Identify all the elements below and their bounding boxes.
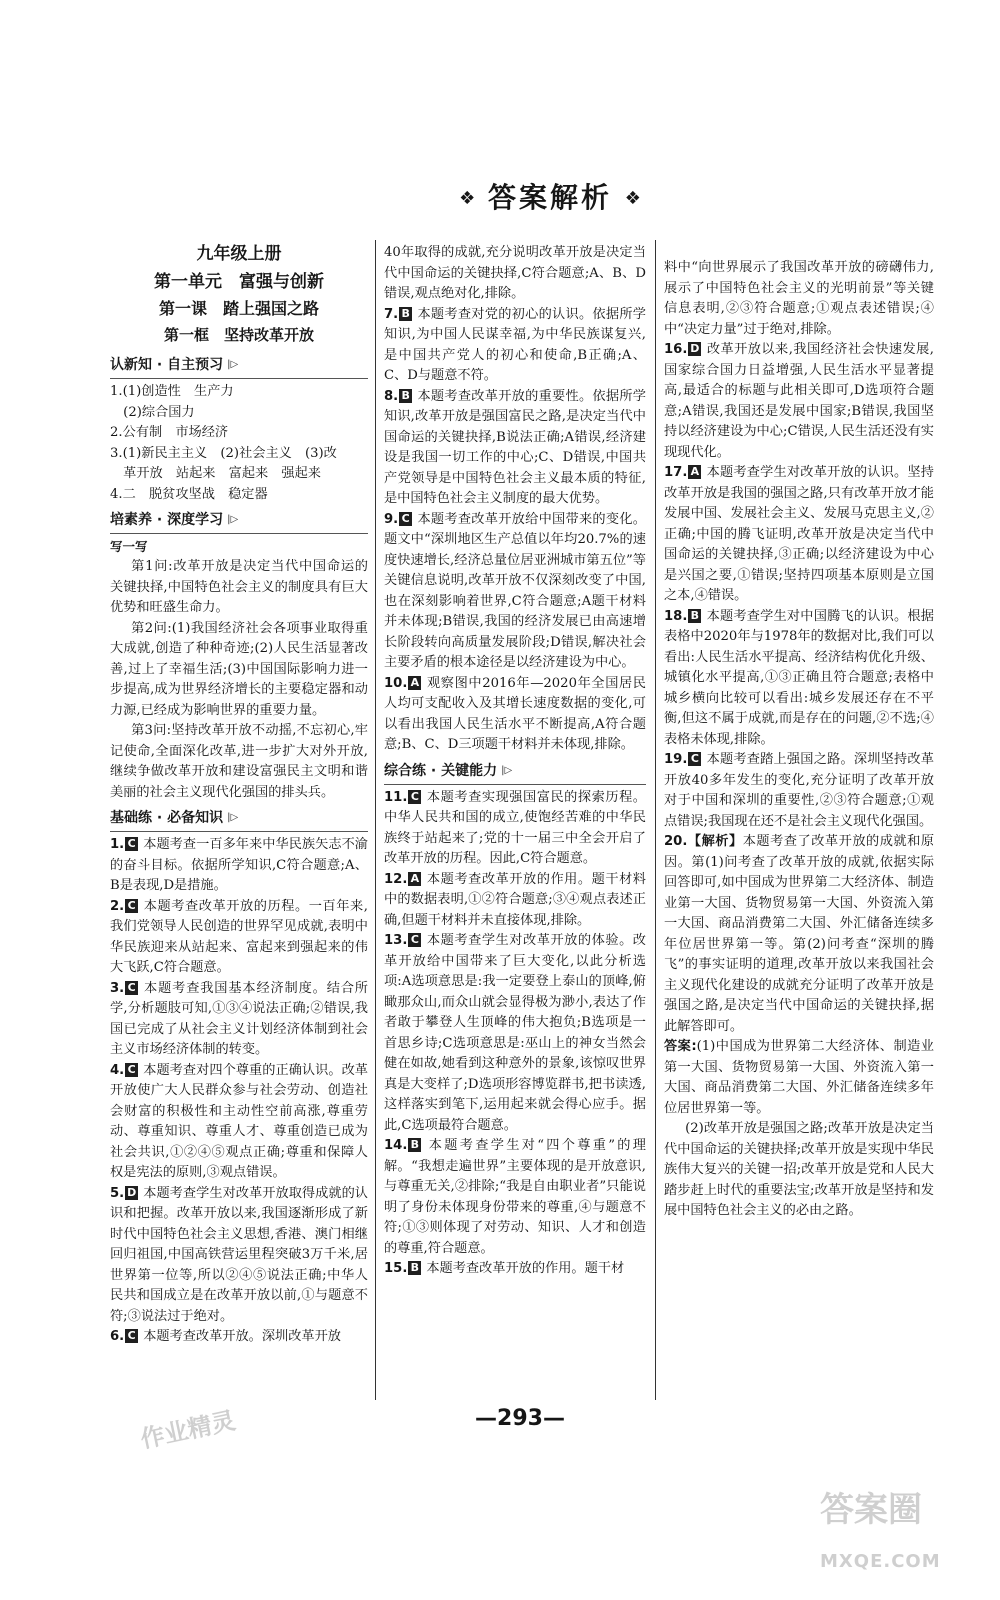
paragraph: 第2问:(1)我国经济社会各项事业取得重大成就,创造了种种奇迹;(2)人民生活显著改善,过上了幸福生活;(3)中国国际影响力进一步提高,成为世界经济增长的主要稳定器和动力源,已经成为影响世界的重要力量。 <box>110 620 368 718</box>
section-title: 认新知 · 自主预习 <box>110 357 224 373</box>
paragraph: 第1问:改革开放是决定当代中国命运的关键抉择,中国特色社会主义的制度具有巨大优势和旺盛生命力。 <box>110 559 368 615</box>
triangle-icon: |▷ <box>227 359 239 370</box>
answer-item: 19. C 本题考查踏上强国之路。深圳坚持改革开放40多年发生的变化,充分证明了改革开放对于中国和深圳的重要性,②③符合题意;①观点错误;我国现在还不是社会主义现代化强国。 <box>664 752 934 829</box>
page-number: —293— <box>475 1406 565 1431</box>
analysis-tag: 【解析】 <box>687 834 743 849</box>
answer-badge: C <box>125 981 138 995</box>
ornament-right-icon: ❖ <box>624 188 641 209</box>
answer-badge: B <box>399 389 412 403</box>
answer-item: 7. B 本题考查对党的初心的认识。依据所学知识,为中国人民谋幸福,为中华民族谋复兴,是中国共产党人的初心和使命,B正确;A、C、D与题意不符。 <box>384 306 646 383</box>
column-left <box>110 240 368 1348</box>
section-title: 基础练 · 必备知识 <box>110 810 224 826</box>
continued-text: 40年取得的成就,充分说明改革开放是决定当代中国命运的关键抉择,C符合题意;A、B、D错误,观点绝对化,排除。 <box>384 245 646 301</box>
answer-item: 16. D 改革开放以来,我国经济社会快速发展,国家综合国力日益增强,人民生活水平显著提高,最适合的标题与此相关即可,D选项符合题意;A错误,我国还是发展中国家;B错误,我国坚持以经济建设为中心;C错误,人民生活还没有实现现代化。 <box>664 342 934 460</box>
preview-line: 革开放 站起来 富起来 强起来 <box>110 466 321 481</box>
watermark-url: MXQE.COM <box>820 1551 941 1572</box>
page-title <box>440 178 660 218</box>
column-right <box>664 258 934 1222</box>
triangle-icon: |▷ <box>227 812 239 823</box>
section-header-comprehensive <box>384 760 646 785</box>
answer-badge: A <box>408 676 421 690</box>
section-title: 综合练 · 关键能力 <box>384 762 498 779</box>
answer-badge: D <box>690 342 700 355</box>
answer-badge: B <box>399 307 412 321</box>
answer-item: 13. C 本题考查学生对改革开放的体验。改革开放给中国带来了巨大变化,以此分析选项:A选项意思是:我一定要登上泰山的顶峰,俯瞰那众山,而众山就会显得极为渺小,表达了作者敢于攀登人生顶峰的伟大抱负;B选项是一首思乡诗;C选项意思是:巫山上的神女当然会健在如故,她看到这种意外的景象,该惊叹世界真是大变样了;D选项形容博览群书,把书读透,这样落实到笔下,运用起来就会得心应手。据此,C选项最符合题意。 <box>384 933 646 1133</box>
answer-item: 2. C 本题考查改革开放的历程。一百年来,我们党领导人民创造的世界罕见成就,表明中华民族迎来从站起来、富起来到强起来的伟大飞跃,C符合题意。 <box>110 898 368 975</box>
lesson-heading: 第一课 踏上强国之路 <box>158 299 319 318</box>
column-divider-1 <box>375 240 376 1400</box>
answer-badge: C <box>125 1329 138 1343</box>
answer-badge: C <box>399 512 412 526</box>
answer-badge: C <box>125 837 138 851</box>
column-middle <box>384 243 646 1280</box>
answer-badge: A <box>688 465 701 479</box>
preview-line: 4.二 脱贫攻坚战 稳定器 <box>110 486 268 502</box>
triangle-icon: |▷ <box>227 514 239 525</box>
answer-item: 3. C 本题考查我国基本经济制度。结合所学,分析题肢可知,①③④说法正确;②错误,我国已完成了从社会主义计划经济体制到社会主义市场经济体制的转变。 <box>110 980 368 1057</box>
answer-badge: B <box>408 1261 421 1275</box>
preview-line: 1.(1)创造性 生产力 <box>110 384 234 399</box>
answer-item-20: 20.【解析】本题考查了改革开放的成就和原因。第(1)问考查了改革开放的成就,依据实际回答即可,如中国成为世界第二大经济体、制造业第一大国、货物贸易第一大国、外资流入第一大国、商品消费第二大国、外汇储备连续多年位居世界第一等。第(2)问考查“深圳的腾飞”的事实证明的道理,改革开放以来我国社会主义现代化建设的成就充分证明了改革开放是强国之路,是决定当代中国命运的关键抉择,据此解答即可。 <box>664 834 935 1034</box>
answer-badge: B <box>688 609 701 623</box>
subsection-label: 写一写 <box>110 539 148 554</box>
section-header-basic <box>110 807 368 832</box>
page-title-text: 答案解析 <box>487 181 612 214</box>
watermark-left: 作业精灵 <box>138 1406 238 1454</box>
triangle-icon: |▷ <box>501 764 513 776</box>
answer-badge: C <box>408 790 421 804</box>
answer-badge: C <box>125 899 138 913</box>
preview-line: (2)综合国力 <box>110 404 195 420</box>
section-header-preview <box>110 354 368 379</box>
answer-badge: C <box>688 752 701 766</box>
answer-item: 12. A 本题考查改革开放的作用。题干材料中的数据表明,①②符合题意;③④观点表述正确,但题干材料并未直接体现,排除。 <box>384 871 646 928</box>
preview-line: 3.(1)新民主主义 (2)社会主义 (3)改 <box>110 445 337 461</box>
paragraph: 第3问:坚持改革开放不动摇,不忘初心,牢记使命,全面深化改革,进一步扩大对外开放,继续争做改革开放和建设富强民主文明和谐美丽的社会主义现代化强国的排头兵。 <box>110 723 368 800</box>
answer-item: 11. C 本题考查实现强国富民的探索历程。中华人民共和国的成立,使饱经苦难的中华民族终于站起来了;党的十一届三中全会开启了改革开放的历程。因此,C符合题意。 <box>384 789 646 866</box>
answer-badge: C <box>408 933 421 947</box>
ornament-left-icon: ❖ <box>459 188 476 209</box>
answer-item: 6. C 本题考查改革开放。深圳改革开放 <box>110 1329 341 1344</box>
answer-label: 答案: <box>664 1039 697 1054</box>
answer-item: 15. B 本题考查改革开放的作用。题干材 <box>384 1261 625 1276</box>
preview-answers <box>110 382 368 505</box>
answer-item: 1. C 本题考查一百多年来中华民族矢志不渝的奋斗目标。依据所学知识,C符合题意;A、B是表现,D是措施。 <box>110 837 368 893</box>
frame-heading: 第一框 坚持改革开放 <box>163 326 314 344</box>
answer-block: 答案:(1)中国成为世界第二大经济体、制造业第一大国、货物贸易第一大国、外资流入第一大国、商品消费第二大国、外汇储备连续多年位居世界第一等。 <box>664 1039 934 1116</box>
answer-item: 9. C 本题考查改革开放给中国带来的变化。题文中“深圳地区生产总值以年均20.7%的速度快速增长,经济总量位居亚洲城市第五位”等关键信息说明,改革开放不仅深刻改变了中国,也在深刻影响着世界,C符合题意;A题干材料并未体现;B错误,我国的经济发展已由高速增长阶段转向高质量发展阶段;D错误,解决社会主要矛盾的根本途径是以经济建设为中心。 <box>384 511 646 670</box>
section-title: 培素养 · 深度学习 <box>110 512 224 528</box>
answer-item: 8. B 本题考查改革开放的重要性。依据所学知识,改革开放是强国富民之路,是决定当代中国命运的关键抉择,B说法正确;A错误,经济建设是我国一切工作的中心;C、D错误,中国共产党领导是中国特色社会主义最本质的特征,是中国特色社会主义制度的最大优势。 <box>384 388 646 506</box>
column-divider-2 <box>655 240 656 1400</box>
answer-badge: B <box>408 1138 421 1152</box>
answer-item: 4. C 本题考查对四个尊重的正确认识。改革开放使广大人民群众参与社会劳动、创造社会财富的积极性和主动性空前高涨,尊重劳动、尊重知识、尊重人才、尊重创造已成为社会共识,①②④⑤观点正确;尊重和保障人权是宪法的原则,③观点错误。 <box>110 1062 368 1180</box>
preview-line: 2.公有制 市场经济 <box>110 425 229 440</box>
unit-heading: 第一单元 富强与创新 <box>154 272 324 292</box>
answer-item: 18. B 本题考查学生对中国腾飞的认识。根据表格中2020年与1978年的数据对比,我们可以看出:人民生活水平提高、经济结构优化升级、城镇化水平提高,①③正确且符合题意;表格中城乡横向比较可以看出:城乡发展还存在不平衡,但这不属于成就,而是存在的问题,②不选;④表格未体现,排除。 <box>664 608 934 747</box>
grade-heading: 九年级上册 <box>196 244 282 264</box>
answer-item: 14. B 本题考查学生对“四个尊重”的理解。“我想走遍世界”主要体现的是开放意识,与尊重无关,②排除;“我是自由职业者”只能说明了身份未体现身份带来的尊重,④与题意不符;①③则体现了对劳动、知识、人才和创造的尊重,符合题意。 <box>384 1138 646 1256</box>
answer-item: 10. A 观察图中2016年—2020年全国居民人均可支配收入及其增长速度数据的变化,可以看出我国人民生活水平不断提高,A符合题意;B、C、D三项题干材料并未体现,排除。 <box>384 675 646 752</box>
answer-item: 17. A 本题考查学生对改革开放的认识。坚持改革开放是我国的强国之路,只有改革开放才能发展中国、发展社会主义、发展马克思主义,②正确;中国的腾飞证明,改革开放是决定当代中国命运的关键抉择,③正确;以经济建设为中心是兴国之要,①错误;坚持四项基本原则是立国之本,④错误。 <box>664 465 934 603</box>
answer-badge: A <box>408 872 421 886</box>
answer-badge: C <box>125 1063 138 1077</box>
answer-badge: D <box>127 1185 137 1199</box>
answer-part-2: (2)改革开放是强国之路;改革开放是决定当代中国命运的关键抉择;改革开放是实现中华民族伟大复兴的关键一招;改革开放是党和人民大踏步赶上时代的重要法宝;改革开放是坚持和发展中国特色社会主义的必由之路。 <box>664 1121 934 1218</box>
continued-text: 料中“向世界展示了我国改革开放的磅礴伟力,展示了中国特色社会主义的光明前景”等关键信息表明,②③符合题意;①观点表述错误;④中“决定力量”过于绝对,排除。 <box>664 260 934 337</box>
answer-item: 5. D 本题考查学生对改革开放取得成就的认识和把握。改革开放以来,我国逐渐形成了新时代中国特色社会主义思想,香港、澳门相继回归祖国,中国高铁营运里程突破3万千米,居世界第一位等,所以②④⑤说法正确;中华人民共和国成立是在改革开放以前,①与题意不符;③说法过于绝对。 <box>110 1185 368 1324</box>
section-header-deep-study <box>110 509 368 534</box>
watermark-logo: 答案圈 <box>820 1490 922 1530</box>
